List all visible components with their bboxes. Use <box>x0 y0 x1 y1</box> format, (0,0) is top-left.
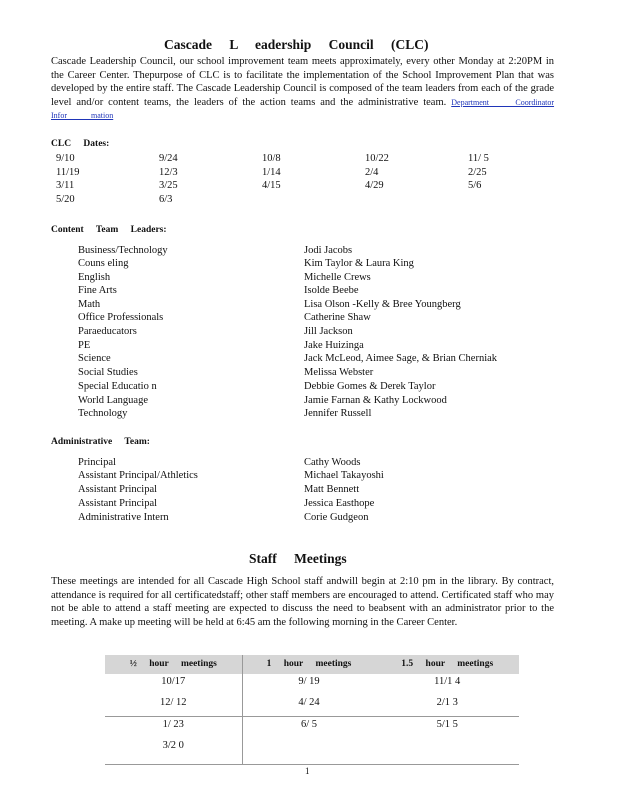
team-leader: Lisa Olson -Kelly & Bree Youngberg <box>304 299 461 310</box>
clc-dates-label: CLC Dates: <box>51 139 110 149</box>
content-area: Technology <box>78 408 128 419</box>
team-leader: Kim Taylor & Laura King <box>304 258 414 269</box>
page-number: 1 <box>305 766 310 776</box>
admin-role: Assistant Principal <box>78 498 158 509</box>
team-leader: Jodi Jacobs <box>304 245 353 256</box>
clc-date: 4/29 <box>365 180 384 191</box>
one-and-half-hour-header: 1.5 hour meetings <box>375 655 519 674</box>
clc-date: 1/14 <box>262 167 281 178</box>
table-row <box>105 717 519 739</box>
table-cell: 6/ 5 <box>242 717 375 739</box>
clc-date: 12/3 <box>159 167 178 178</box>
table-row <box>105 674 519 695</box>
content-area: English <box>78 272 111 283</box>
clc-date: 3/25 <box>159 180 178 191</box>
admin-name: Corie Gudgeon <box>304 512 369 523</box>
content-area: Special Educatio n <box>78 381 157 392</box>
content-area: Math <box>78 299 101 310</box>
admin-name: Michael Takayoshi <box>304 470 384 481</box>
team-leader: Debbie Gomes & Derek Taylor <box>304 381 436 392</box>
department-coordinator-link[interactable]: Department Coordinator Infor mation <box>51 97 555 121</box>
content-area: Couns eling <box>78 258 129 269</box>
table-row <box>105 738 519 765</box>
table-cell: 2/1 3 <box>436 697 458 708</box>
table-cell: 5/1 5 <box>375 717 519 739</box>
content-area: Science <box>78 353 111 364</box>
table-cell: 9/ 19 <box>298 676 320 687</box>
admin-role: Assistant Principal <box>78 484 158 495</box>
meetings-table <box>105 655 519 765</box>
staff-meetings-title: Staff Meetings <box>249 551 347 566</box>
content-area: World Language <box>78 395 149 406</box>
table-cell <box>242 738 375 765</box>
admin-role: Assistant Principal/Athletics <box>78 470 198 481</box>
content-area: Business/Technology <box>78 245 168 256</box>
table-cell: 3/2 0 <box>105 738 242 765</box>
table-cell <box>375 738 519 765</box>
content-team-label: Content Team Leaders: <box>51 225 167 235</box>
clc-date: 2/4 <box>365 167 379 178</box>
clc-date: 11/ 5 <box>468 153 489 164</box>
table-cell: 10/17 <box>105 674 242 695</box>
clc-date: 3/11 <box>56 180 75 191</box>
content-area: PE <box>78 340 91 351</box>
table-row <box>105 695 519 717</box>
table-cell: 1/ 23 <box>105 717 242 739</box>
clc-date: 2/25 <box>468 167 487 178</box>
half-hour-header: ½ hour meetings <box>105 655 242 674</box>
clc-date: 4/15 <box>262 180 281 191</box>
admin-role: Principal <box>78 457 116 468</box>
clc-date: 5/6 <box>468 180 482 191</box>
team-leader: Melissa Webster <box>304 367 374 378</box>
table-cell: 11/1 4 <box>434 676 461 687</box>
intro-text: Cascade Leadership Council, our school improvement team meets approximately, every other Monday at 2:20PM in the Career Center. Thepurpose of CLC is to facilitate the implementation of the School Improvement Plan that was developed by the entire staff. The Cascade Leadership Council is composed of the team leaders from each of the grade level and/or content teams, the leaders of the action teams and the administrative team. <box>51 56 554 108</box>
team-leader: Jamie Farnan & Kathy Lockwood <box>304 395 447 406</box>
team-leader: Michelle Crews <box>304 272 371 283</box>
clc-date: 6/3 <box>159 194 173 205</box>
clc-date: 5/20 <box>56 194 75 205</box>
team-leader: Catherine Shaw <box>304 312 371 323</box>
admin-name: Cathy Woods <box>304 457 361 468</box>
team-leader: Isolde Beebe <box>304 285 359 296</box>
table-cell: 12/ 12 <box>105 695 242 717</box>
intro-paragraph <box>51 55 554 123</box>
table-cell: 4/ 24 <box>298 697 320 708</box>
clc-date: 10/8 <box>262 153 281 164</box>
content-area: Paraeducators <box>78 326 137 337</box>
admin-team-label: Administrative Team: <box>51 437 150 447</box>
content-area: Social Studies <box>78 367 138 378</box>
team-leader: Jack McLeod, Aimee Sage, & Brian Cherniak <box>304 353 498 364</box>
staff-meetings-paragraph: These meetings are intended for all Cascade High School staff andwill begin at 2:10 pm in the library. By contract, attendance is required for all certificatedstaff; other staff members are encouraged to attend. Certificated staff who may not be able to attend a staff meeting are expected to discuss the need to beabsent with an administrator prior to the meeting. A make up meeting will be held at 6:45 am the following morning in the Career Center. <box>51 576 554 628</box>
team-leader: Jake Huizinga <box>304 340 364 351</box>
clc-date: 11/19 <box>56 167 80 178</box>
clc-date: 9/24 <box>159 153 178 164</box>
admin-name: Matt Bennett <box>304 484 360 495</box>
page-title: Cascade L eadership Council (CLC) <box>164 37 429 52</box>
one-hour-header: 1 hour meetings <box>242 655 375 674</box>
team-leader: Jennifer Russell <box>304 408 372 419</box>
admin-name: Jessica Easthope <box>304 498 375 509</box>
clc-date: 10/22 <box>365 153 389 164</box>
content-area: Office Professionals <box>78 312 164 323</box>
clc-date: 9/10 <box>56 153 75 164</box>
admin-role: Administrative Intern <box>78 512 169 523</box>
content-area: Fine Arts <box>78 285 117 296</box>
team-leader: Jill Jackson <box>304 326 353 337</box>
